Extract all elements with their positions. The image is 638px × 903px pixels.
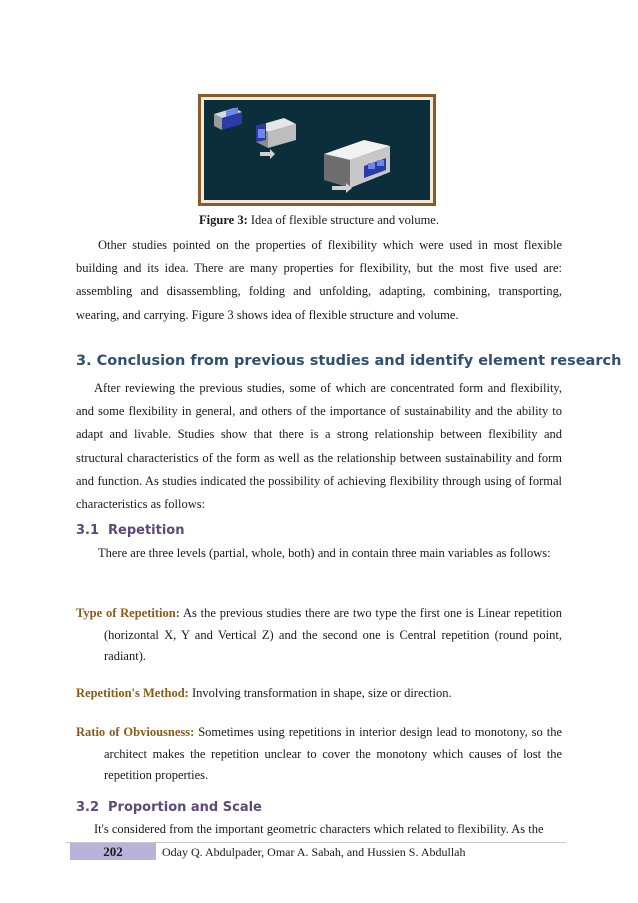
term-label: Ratio of Obviousness: xyxy=(76,725,195,739)
section-3-1-number: 3.1 xyxy=(76,523,100,538)
section-3-1-heading xyxy=(76,523,184,538)
figure-label: Figure 3: xyxy=(199,213,248,227)
section-3-2-number: 3.2 xyxy=(76,800,100,815)
term-type-of-repetition xyxy=(76,603,562,668)
section-3-2-paragraph: It's considered from the important geometric characters which related to flexibility. As the xyxy=(94,822,544,836)
footer-authors: Oday Q. Abdulpader, Omar A. Sabah, and Hussien S. Abdullah xyxy=(162,845,466,859)
term-text: As the previous studies there are two type the first one is Linear repetition (horizontal X, Y and Vertical Z) and the second one is Central repetition (round point, radiant). xyxy=(104,606,562,663)
section-3-paragraph: After reviewing the previous studies, some of which are concentrated form and flexibility, and some flexibility in general, and others of the importance of sustainability and the ability to adapt and livable. Studies show that there is a strong relationship between flexibility and structural characteristics of the form as well as the relationship between sustainability and form and function. As studies indicated the possibility of achieving flexibility through using of formal characteristics as follows: xyxy=(76,381,562,512)
intro-paragraph: Other studies pointed on the properties of flexibility which were used in most flexible building and its idea. There are many properties for flexibility, but the most five used are: assembling and disassembling, folding and unfolding, adapting, combining, transporting, wearing, and carrying. Figure 3 shows idea of flexible structure and volume. xyxy=(76,238,562,322)
term-label: Repetition's Method: xyxy=(76,686,189,700)
flexible-structure-illustration xyxy=(204,100,430,200)
term-text: Involving transformation in shape, size or direction. xyxy=(188,686,452,700)
figure-caption xyxy=(0,213,638,228)
term-label: Type of Repetition: xyxy=(76,606,180,620)
section-3-1-paragraph: There are three levels (partial, whole, both) and in contain three main variables as follows: xyxy=(98,546,551,560)
term-text: Sometimes using repetitions in interior design lead to monotony, so the architect makes the repetition unclear to cover the monotony which causes of lost the repetition properties. xyxy=(104,725,562,782)
page-number: 202 xyxy=(70,843,156,860)
figure-caption-text: Idea of flexible structure and volume. xyxy=(247,213,439,227)
section-3-2-heading xyxy=(76,800,262,815)
section-3-2-title: Proportion and Scale xyxy=(108,800,262,815)
section-3-heading: 3. Conclusion from previous studies and identify element research xyxy=(76,353,622,369)
term-repetition-method xyxy=(76,683,562,705)
term-ratio-of-obviousness xyxy=(76,722,562,787)
figure-3-image xyxy=(198,94,436,206)
section-3-1-title: Repetition xyxy=(108,523,185,538)
